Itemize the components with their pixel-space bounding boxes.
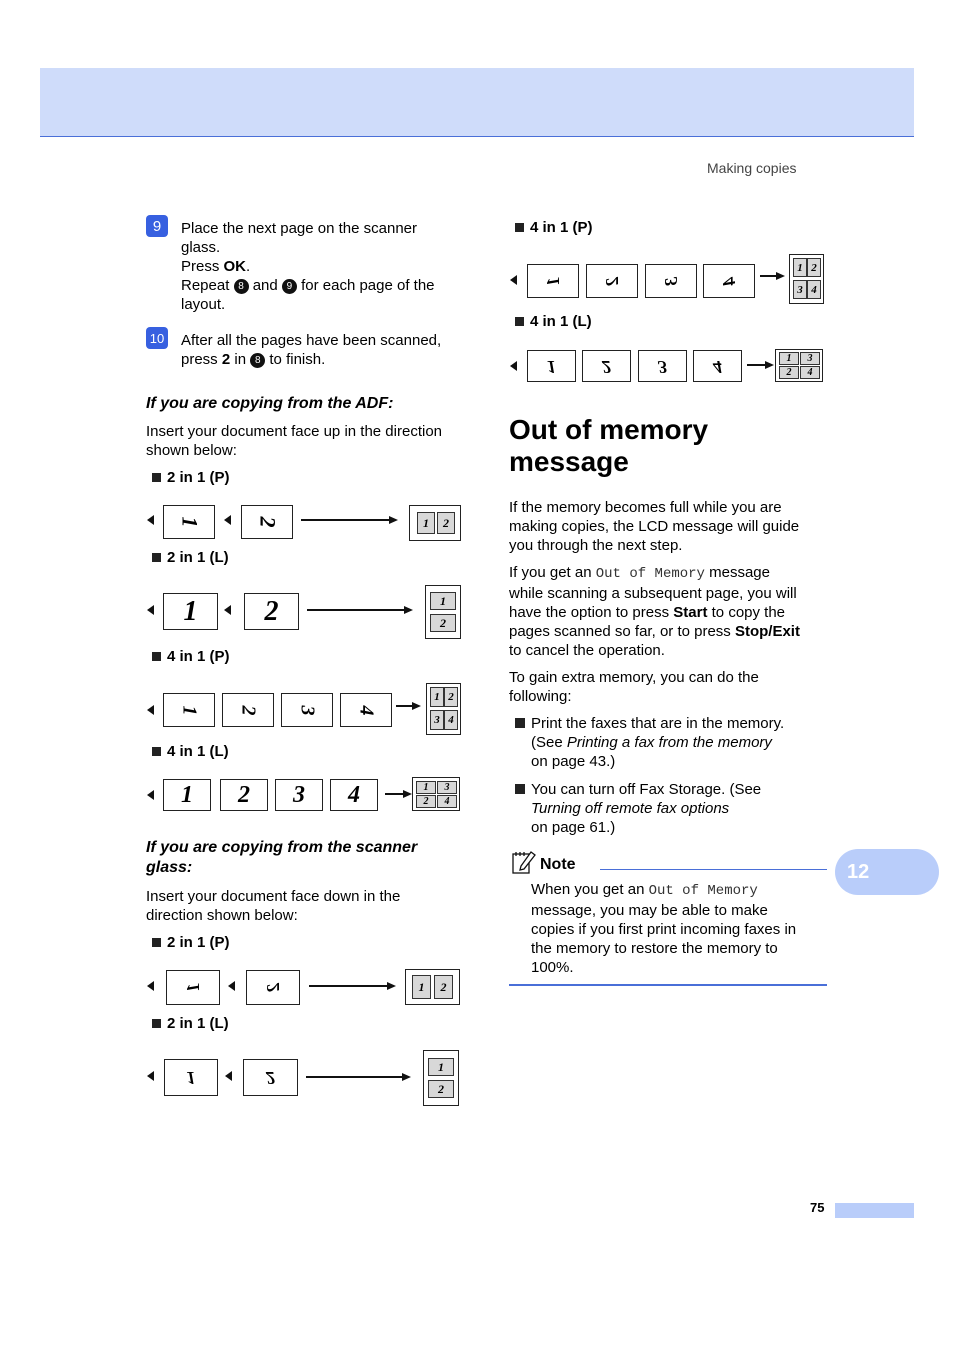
cell-1: 1 [416,781,436,794]
cell-1: 1 [412,975,431,999]
cell-2: 2 [779,366,799,379]
glass-bullet-2in1l [152,1015,229,1032]
page-1-box [163,693,215,727]
cell-2: 2 [444,687,458,707]
bullet-label: 2 in 1 (P) [167,469,230,486]
note-line-2: message, you may be able to make [531,902,768,919]
li1-line-1: Print the faxes that are in the memory. [531,715,785,732]
bullet-label: 4 in 1 (L) [530,313,592,330]
page-3-label: 3 [660,276,681,286]
page-1-label: 1 [178,705,201,715]
bullet-square [152,553,161,562]
step-9-repeat [181,276,471,295]
bullet-square [515,718,525,728]
page-2-label: 2 [262,983,283,992]
page-2-box [222,693,274,727]
chapter-tab[interactable]: 12 [835,849,939,895]
note-title: Note [540,856,576,873]
page-3-mirrored-box [638,350,687,382]
note-pencil-icon [511,849,537,875]
page-number: 75 [810,1200,825,1215]
cell-1: 1 [779,352,799,365]
output-sheet [775,349,823,382]
p1-line-3: you through the next step. [509,537,683,554]
p2-line-1 [509,563,829,584]
p2-l3-pre: have the option to press [509,604,674,621]
ok-key: OK [223,258,247,275]
page-1-mirrored-box [527,264,579,298]
li2-line-3: on page 61.) [531,819,616,836]
arrow-right-icon [765,361,774,369]
page-4-label: 4 [713,356,722,377]
li1-line-3: on page 43.) [531,753,616,770]
bullet-label: 2 in 1 (P) [167,934,230,951]
diagram-glass-4in1-l [510,349,825,383]
arrow-line [307,609,404,611]
page-3-label: 3 [296,705,319,715]
start-key: Start [673,604,708,621]
arrow-line [760,275,776,277]
note-line-4: the memory to restore the memory to [531,940,778,957]
arrow-left-icon [147,981,154,991]
output-sheet [789,254,824,304]
page-2-label: 2 [601,276,622,286]
step-9-line-5: layout. [181,296,226,313]
adf-heading: If you are copying from the ADF: [146,395,394,412]
glass-bullet-2in1p [152,934,230,951]
cell-1: 1 [430,687,444,707]
cell-3: 3 [793,280,807,299]
page-4-box: 4 [330,779,378,811]
adf-bullet-4in1p [152,648,230,665]
note-body [531,880,827,977]
step-ref-8: 8 [234,279,249,294]
li2-line-1: You can turn off Fax Storage. (See [531,781,762,798]
step-9-badge: 9 [146,215,168,237]
adf-intro-line-2: shown below: [146,442,237,459]
step-10-text [181,331,476,369]
arrow-right-icon [387,982,396,990]
page-2-label: 2 [255,516,280,528]
arrow-right-icon [776,272,785,280]
arrow-line [309,985,387,987]
page-2-mirrored-box [582,350,631,382]
p2-prefix: If you get an [509,564,596,581]
press-suffix: . [246,258,251,275]
step-9-press [181,257,471,276]
output-sheet [423,1050,459,1106]
li1-pre: (See [531,734,567,751]
arrow-left-icon [147,605,154,615]
page-2-box: 2 [220,779,268,811]
diagram-glass-2in1-l [147,1050,462,1106]
cell-1: 1 [430,592,456,610]
cell-4: 4 [800,366,820,379]
cell-4: 4 [807,280,821,299]
page-number-bar [835,1203,914,1218]
adf-bullet-2in1p [152,469,230,486]
arrow-line [396,705,412,707]
arrow-left-icon [510,275,517,285]
output-sheet [426,683,461,735]
step-10-badge: 10 [146,327,168,349]
bullet-label: 4 in 1 (P) [167,648,230,665]
page-3-box [281,693,333,727]
cell-3: 3 [430,710,444,730]
cell-2: 2 [437,512,455,534]
arrow-right-icon [389,516,398,524]
page-4-box [340,693,392,727]
page-4-mirrored-box [693,350,742,382]
diagram-adf-4in1-p [147,683,462,735]
page-1-mirrored-box [164,1059,218,1096]
p2-l4-pre: pages scanned so far, or to press [509,623,735,640]
note-bottom-rule [509,984,827,986]
page-2-mirrored-box [586,264,638,298]
diagram-glass-2in1-p [147,969,462,1005]
p2-l3-post: to copy the [707,604,786,621]
section-title-line-2: message [509,446,629,477]
repeat-suffix: for each page of the [296,277,435,294]
cell-2: 2 [434,975,453,999]
page-2-label: 2 [266,1068,275,1088]
cell-4: 4 [437,795,457,808]
page-2-label: 2 [602,356,611,377]
step-10-press [181,350,476,369]
glass-heading-line-1: If you are copying from the scanner [146,839,418,856]
arrow-line [747,364,765,366]
step-9-line-2: glass. [181,239,221,256]
bullet-square [152,1019,161,1028]
li1-line-2 [531,733,831,752]
step-10-line-1: After all the pages have been scanned, [181,332,442,349]
lcd-message-code: Out of Memory [595,566,705,582]
page-1-label: 1 [182,983,203,992]
arrow-right-icon [402,1073,411,1081]
cross-reference-link[interactable]: Printing a fax from the memory [566,734,772,751]
p2-line-5: to cancel the operation. [509,642,665,659]
cell-2: 2 [416,795,436,808]
arrow-left-icon [147,1071,154,1081]
paragraph-1 [509,498,829,555]
page-2-label: 2 [237,705,260,715]
note-line-5: 100%. [531,959,574,976]
bullet-square [152,652,161,661]
paragraph-2 [509,563,829,660]
p1-line-2: making copies, the LCD message will guide [509,518,800,535]
note-line-1 [531,880,827,901]
section-title-line-1: Out of memory [509,414,709,445]
output-sheet [405,969,460,1005]
cross-reference-link[interactable]: Turning off remote fax options [531,800,730,817]
stop-exit-key: Stop/Exit [734,623,800,640]
li2-line-2 [531,799,831,818]
p1-line-1: If the memory becomes full while you are [509,499,782,516]
arrow-left-icon [510,361,517,371]
adf-intro-line-1: Insert your document face up in the direction [146,423,443,440]
page-1-label: 1 [186,1068,196,1088]
section-title [509,414,708,478]
cell-2: 2 [430,614,456,632]
cell-2: 2 [428,1080,454,1098]
bullet-label: 2 in 1 (L) [167,1015,229,1032]
note-l1-pre: When you get an [531,881,649,898]
page-4-label: 4 [355,705,378,715]
repeat-prefix: Repeat [181,277,234,294]
output-sheet [409,505,461,541]
diagram-adf-4in1-l [147,777,462,813]
arrow-right-icon [404,606,413,614]
p2-line-2: while scanning a subsequent page, you will [509,585,797,602]
page-3-mirrored-box [645,264,697,298]
glass-heading-line-2: glass: [146,859,193,876]
p3-line-2: following: [509,688,572,705]
output-sheet [425,585,461,639]
bullet-square [515,223,524,232]
lcd-message-code: Out of Memory [648,883,758,899]
p2-suffix: message [704,564,770,581]
step-ref-9: 9 [282,279,297,294]
cell-2: 2 [807,258,821,277]
cell-4: 4 [444,710,458,730]
cell-1: 1 [417,512,435,534]
press-mid: in [230,351,251,368]
arrow-left-icon [147,705,154,715]
bullet-label: 2 in 1 (L) [167,549,229,566]
page-4-mirrored-box [703,264,755,298]
arrow-left-icon [147,515,154,525]
cell-1: 1 [428,1058,454,1076]
glass-heading [146,838,466,878]
arrow-left-icon [225,1071,232,1081]
page-2-mirrored-box [243,1059,298,1096]
arrow-left-icon [147,790,154,800]
arrow-line [301,519,389,521]
arrow-left-icon [228,981,235,991]
step-9-line-1: Place the next page on the scanner [181,220,418,237]
right-bullet-4in1l [515,313,592,330]
cell-1: 1 [793,258,807,277]
arrow-line [306,1076,402,1078]
arrow-right-icon [412,702,421,710]
key-2: 2 [221,351,231,368]
bullet-square [152,938,161,947]
list-item-2 [531,780,831,837]
step-9-text [181,219,471,314]
p2-line-4 [509,622,829,641]
page-2-mirrored-box [246,970,300,1005]
page-1-box [163,505,215,539]
cell-3: 3 [800,352,820,365]
page-1-label: 1 [177,516,202,528]
diagram-glass-4in1-p [510,254,825,306]
press-prefix: Press [181,258,224,275]
adf-bullet-4in1l [152,743,229,760]
page-2-box [241,505,293,539]
press-prefix: press [181,351,222,368]
page-1-mirrored-box [527,350,576,382]
page-3-box: 3 [275,779,323,811]
repeat-and: and [248,277,282,294]
bullet-label: 4 in 1 (P) [530,219,593,236]
bullet-square [515,317,524,326]
page-1-mirrored-box [166,970,220,1005]
right-bullet-4in1p [515,219,593,236]
note-top-rule [600,869,827,870]
adf-bullet-2in1l [152,549,229,566]
p2-line-3 [509,603,829,622]
bullet-square [152,473,161,482]
page-3-label: 3 [658,356,667,377]
output-sheet [412,777,460,811]
bullet-square [152,747,161,756]
arrow-line [385,793,403,795]
page-1-box: 1 [163,593,218,630]
glass-intro-line-1: Insert your document face down in the [146,888,401,905]
diagram-adf-2in1-p [147,505,462,541]
page-1-label: 1 [547,356,556,377]
glass-intro [146,887,476,925]
diagram-adf-2in1-l [147,585,462,640]
press-suffix: to finish. [265,351,326,368]
arrow-right-icon [403,790,412,798]
header-band [40,68,914,137]
page-1-label: 1 [542,276,563,286]
p3-line-1: To gain extra memory, you can do the [509,669,759,686]
adf-intro [146,422,476,460]
cell-3: 3 [437,781,457,794]
bullet-label: 4 in 1 (L) [167,743,229,760]
bullet-square [515,784,525,794]
note-line-3: copies if you first print incoming faxes in [531,921,797,938]
page-1-box: 1 [163,779,211,811]
paragraph-3 [509,668,829,706]
page-4-label: 4 [718,276,739,286]
step-ref-8: 8 [250,353,265,368]
arrow-left-icon [224,515,231,525]
running-head: Making copies [707,160,797,176]
list-item-1 [531,714,831,771]
page-2-box: 2 [244,593,299,630]
glass-intro-line-2: direction shown below: [146,907,298,924]
arrow-left-icon [224,605,231,615]
